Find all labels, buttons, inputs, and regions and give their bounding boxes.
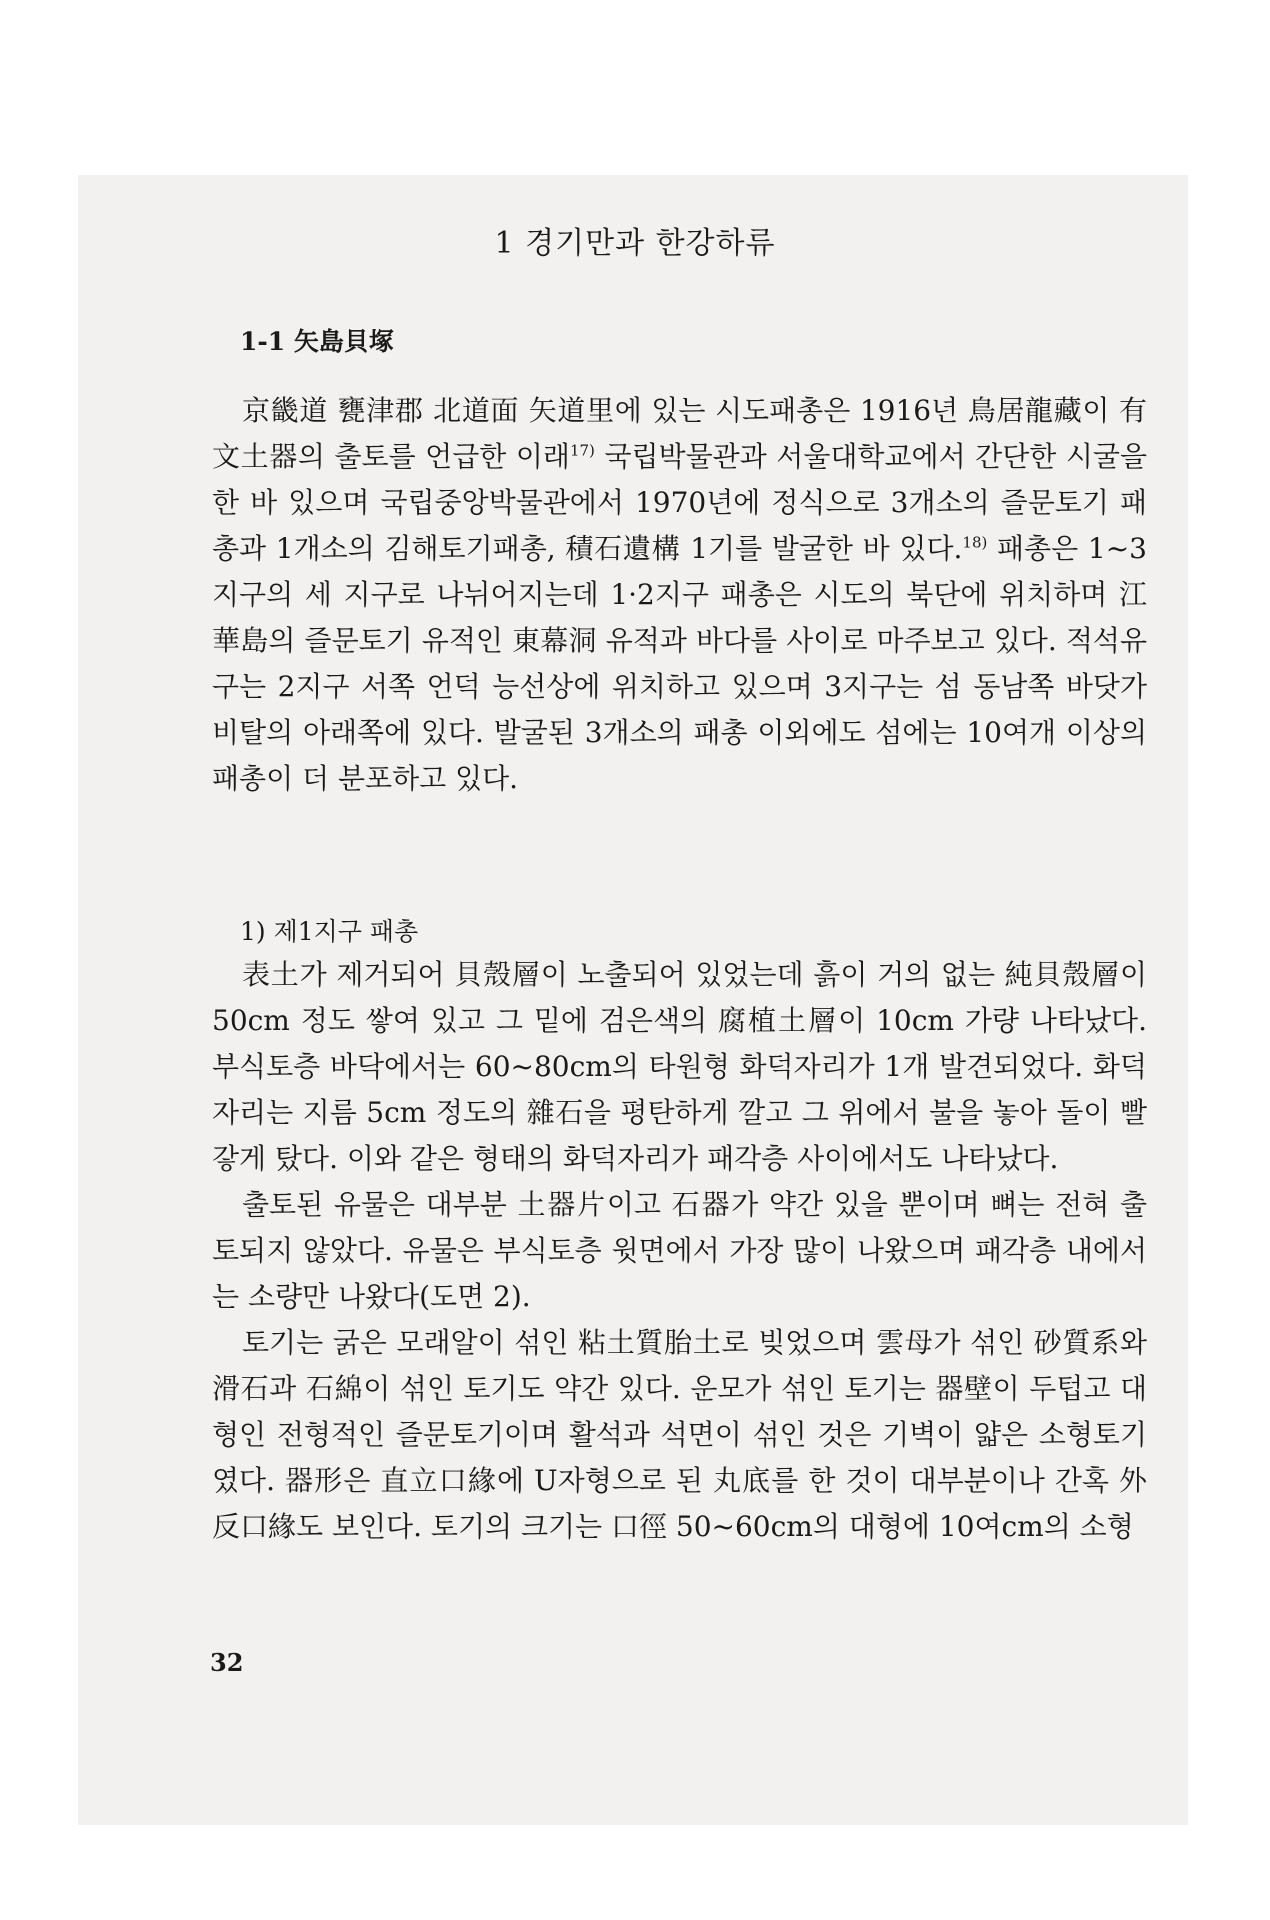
main-text-block	[212, 952, 1147, 1550]
body-paragraph: 출토된 유물은 대부분 土器片이고 石器가 약간 있을 뿐이며 뼈는 전혀 출토되지 않았다. 유물은 부식토층 윗면에서 가장 많이 나왔으며 패각층 내에서는 소량만 나왔다(도면 2).	[212, 1188, 1147, 1313]
intro-text-2: 국립박물관과 서울대학교에서 간단한 시굴을 한 바 있으며 국립중앙박물관에서 1970년에 정식으로 3개소의 즐문토기 패총과 1개소의 김해토기패총, 積石遺構 1기를 발굴한 바 있다.	[212, 440, 1147, 565]
intro-text-1: 京畿道 甕津郡 北道面 矢道里에 있는 시도패총은 1916년 鳥居龍藏이 有文土器의 출토를 언급한 이래	[212, 394, 1147, 473]
body-paragraph: 表土가 제거되어 貝殼層이 노출되어 있었는데 흙이 거의 없는 純貝殼層이 50cm 정도 쌓여 있고 그 밑에 검은색의 腐植土層이 10cm 가량 나타났다. 부식토층 바닥에서는 60~80cm의 타원형 화덕자리가 1개 발견되었다. 화덕자리는 지름 5cm 정도의 雜石을 평탄하게 깔고 그 위에서 불을 놓아 돌이 빨갛게 탔다. 이와 같은 형태의 화덕자리가 패각층 사이에서도 나타났다.	[212, 958, 1147, 1175]
subsection-title: 1) 제1지구 패총	[240, 917, 419, 946]
intro-text-3: 패총은 1~3지구의 세 지구로 나뉘어지는데 1·2지구 패총은 시도의 북단에 위치하며 江華島의 즐문토기 유적인 東幕洞 유적과 바다를 사이로 마주보고 있다. 적석유구는 2지구 서쪽 언덕 능선상에 위치하고 있으며 3지구는 섬 동남쪽 바닷가 비탈의 아래쪽에 있다. 발굴된 3개소의 패총 이외에도 섬에는 10여개 이상의 패총이 더 분포하고 있다.	[212, 532, 1147, 795]
footnote-ref-18: 18)	[962, 533, 988, 552]
page-number: 32	[210, 1648, 244, 1677]
section-title: 1-1 矢島貝塚	[240, 327, 394, 356]
intro-block	[212, 388, 1147, 802]
intro-paragraph	[212, 388, 1147, 802]
body-paragraph: 토기는 굵은 모래알이 섞인 粘土質胎土로 빚었으며 雲母가 섞인 砂質系와 滑石과 石綿이 섞인 토기도 약간 있다. 운모가 섞인 토기는 器壁이 두텁고 대형인 전형적인 즐문토기이며 활석과 석면이 섞인 것은 기벽이 얇은 소형토기였다. 器形은 直立口緣에 U자형으로 된 丸底를 한 것이 대부분이나 간혹 外反口緣도 보인다. 토기의 크기는 口徑 50~60cm의 대형에 10여cm의 소형	[212, 1326, 1147, 1543]
chapter-title: 1 경기만과 한강하류	[494, 226, 776, 261]
footnote-ref-17: 17)	[569, 441, 595, 460]
